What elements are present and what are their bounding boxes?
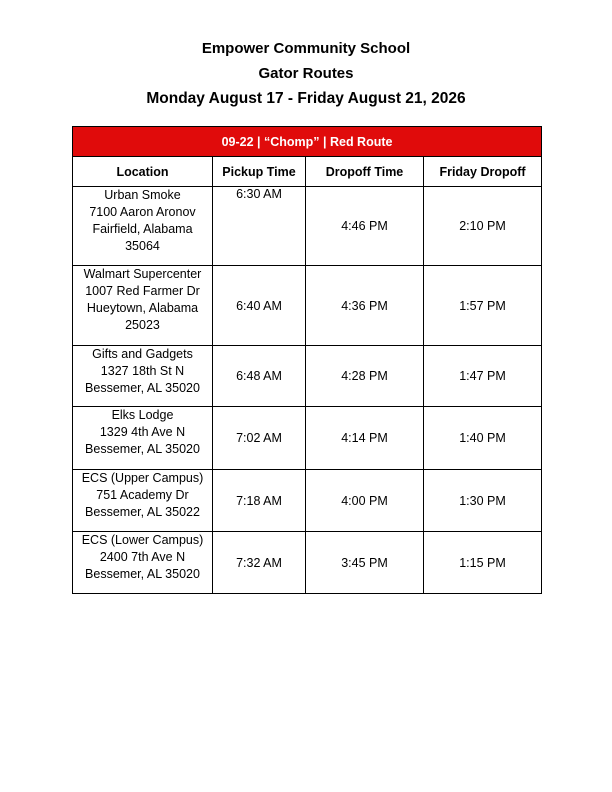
- location-street: 1327 18th St N: [100, 364, 185, 378]
- location-cell: [73, 532, 213, 594]
- friday-dropoff-time: 1:15 PM: [424, 532, 542, 594]
- route-title: 09-22 | “Chomp” | Red Route: [73, 127, 542, 157]
- location-city: Bessemer, AL 35020: [85, 567, 200, 581]
- dropoff-time: 4:36 PM: [306, 266, 424, 346]
- document-subtitle: Gator Routes: [258, 65, 354, 82]
- location-name: ECS (Lower Campus): [81, 533, 204, 547]
- column-header-friday: Friday Dropoff: [424, 157, 542, 187]
- location-cell: [73, 266, 213, 346]
- table-row: [73, 187, 542, 266]
- column-header-row: [73, 157, 542, 187]
- school-name: Empower Community School: [201, 40, 411, 57]
- location-city: Bessemer, AL 35020: [85, 381, 200, 395]
- friday-dropoff-time: 1:30 PM: [424, 470, 542, 532]
- location-street: 1007 Red Farmer Dr: [85, 284, 200, 298]
- location-name: ECS (Upper Campus): [81, 471, 204, 485]
- date-range: Monday August 17 - Friday August 21, 2026: [146, 90, 466, 107]
- location-cell: [73, 407, 213, 470]
- location-name: Elks Lodge: [111, 408, 174, 422]
- document-header: [0, 36, 612, 111]
- pickup-time: 7:02 AM: [213, 407, 306, 470]
- dropoff-time: 4:46 PM: [306, 187, 424, 266]
- friday-dropoff-time: 1:47 PM: [424, 346, 542, 407]
- pickup-time: 6:30 AM: [213, 187, 306, 266]
- friday-dropoff-time: 1:40 PM: [424, 407, 542, 470]
- location-cell: [73, 346, 213, 407]
- dropoff-time: 3:45 PM: [306, 532, 424, 594]
- location-zip: 25023: [125, 318, 160, 332]
- pickup-time: 6:40 AM: [213, 266, 306, 346]
- column-header-pickup: Pickup Time: [213, 157, 306, 187]
- table-row: [73, 266, 542, 346]
- table-row: [73, 470, 542, 532]
- location-name: Walmart Supercenter: [83, 267, 202, 281]
- location-street: 1329 4th Ave N: [99, 425, 186, 439]
- location-city: Hueytown, Alabama: [86, 301, 199, 315]
- pickup-time: 7:32 AM: [213, 532, 306, 594]
- location-name: Urban Smoke: [104, 188, 181, 202]
- location-city: Bessemer, AL 35022: [85, 505, 200, 519]
- table-row: [73, 532, 542, 594]
- dropoff-time: 4:00 PM: [306, 470, 424, 532]
- route-table: [72, 126, 542, 594]
- location-street: 2400 7th Ave N: [99, 550, 186, 564]
- location-street: 751 Academy Dr: [96, 488, 189, 502]
- column-header-dropoff: Dropoff Time: [306, 157, 424, 187]
- location-zip: 35064: [125, 239, 160, 253]
- table-row: [73, 407, 542, 470]
- dropoff-time: 4:28 PM: [306, 346, 424, 407]
- table-row: [73, 346, 542, 407]
- location-cell: [73, 187, 213, 266]
- location-name: Gifts and Gadgets: [92, 347, 193, 361]
- pickup-time: 6:48 AM: [213, 346, 306, 407]
- location-city: Fairfield, Alabama: [92, 222, 193, 236]
- route-title-row: [73, 127, 542, 157]
- friday-dropoff-time: 1:57 PM: [424, 266, 542, 346]
- location-street: 7100 Aaron Aronov: [89, 205, 196, 219]
- column-header-location: Location: [73, 157, 213, 187]
- location-cell: [73, 470, 213, 532]
- pickup-time: 7:18 AM: [213, 470, 306, 532]
- location-city: Bessemer, AL 35020: [85, 442, 200, 456]
- dropoff-time: 4:14 PM: [306, 407, 424, 470]
- friday-dropoff-time: 2:10 PM: [424, 187, 542, 266]
